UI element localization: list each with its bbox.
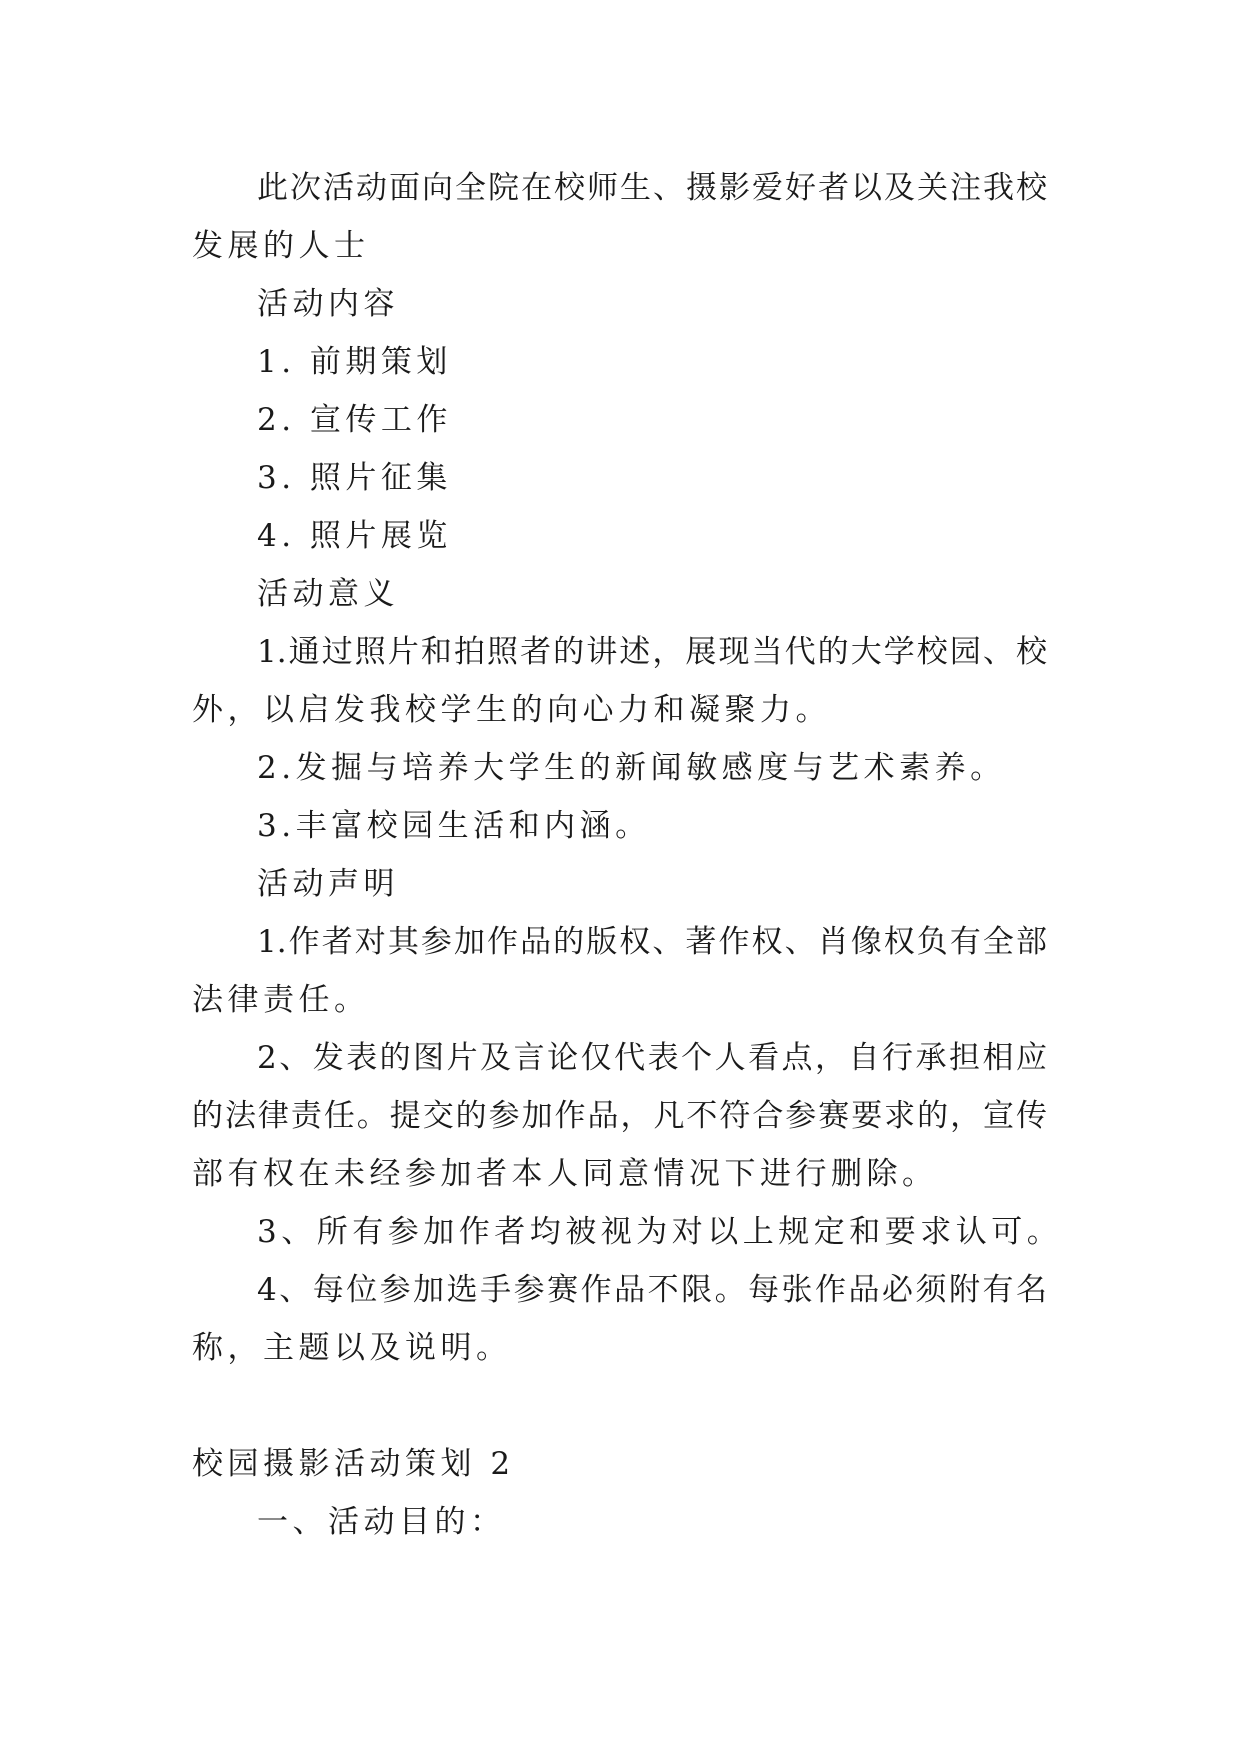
statement-item-4-line-1: 4、每位参加选手参赛作品不限。每张作品必须附有名 [257,1272,1047,1308]
statement-item-1-line-2: 法律责任。 [192,982,370,1018]
meaning-item-1-line-2: 外，以启发我校学生的向心力和凝聚力。 [192,692,831,728]
meaning-item-2: 2.发掘与培养大学生的新闻敏感度与艺术素养。 [257,750,1006,786]
meaning-item-3: 3.丰富校园生活和内涵。 [257,808,651,844]
content-item-4: 4. 照片展览 [257,518,452,554]
section-2-heading-1: 一、活动目的： [257,1504,506,1540]
content-item-2: 2. 宣传工作 [257,402,452,438]
statement-heading: 活动声明 [257,866,399,902]
statement-item-2-line-2: 的法律责任。提交的参加作品，凡不符合参赛要求的，宣传 [192,1098,1047,1134]
content-item-3: 3. 照片征集 [257,460,452,496]
statement-item-4-line-2: 称，主题以及说明。 [192,1330,512,1366]
section-2-title: 校园摄影活动策划 2 [192,1446,515,1482]
meaning-heading: 活动意义 [257,576,399,612]
statement-item-3: 3、所有参加作者均被视为对以上规定和要求认可。 [257,1214,1063,1250]
content-heading: 活动内容 [257,286,399,322]
content-item-1: 1. 前期策划 [257,344,452,380]
intro-paragraph-line-1: 此次活动面向全院在校师生、摄影爱好者以及关注我校 [257,170,1047,206]
intro-paragraph-line-2: 发展的人士 [192,228,370,264]
statement-item-2-line-3: 部有权在未经参加者本人同意情况下进行删除。 [192,1156,938,1192]
meaning-item-1-line-1: 1.通过照片和拍照者的讲述，展现当代的大学校园、校 [257,634,1047,670]
statement-item-1-line-1: 1.作者对其参加作品的版权、著作权、肖像权负有全部 [257,924,1047,960]
statement-item-2-line-1: 2、发表的图片及言论仅代表个人看点，自行承担相应 [257,1040,1047,1076]
